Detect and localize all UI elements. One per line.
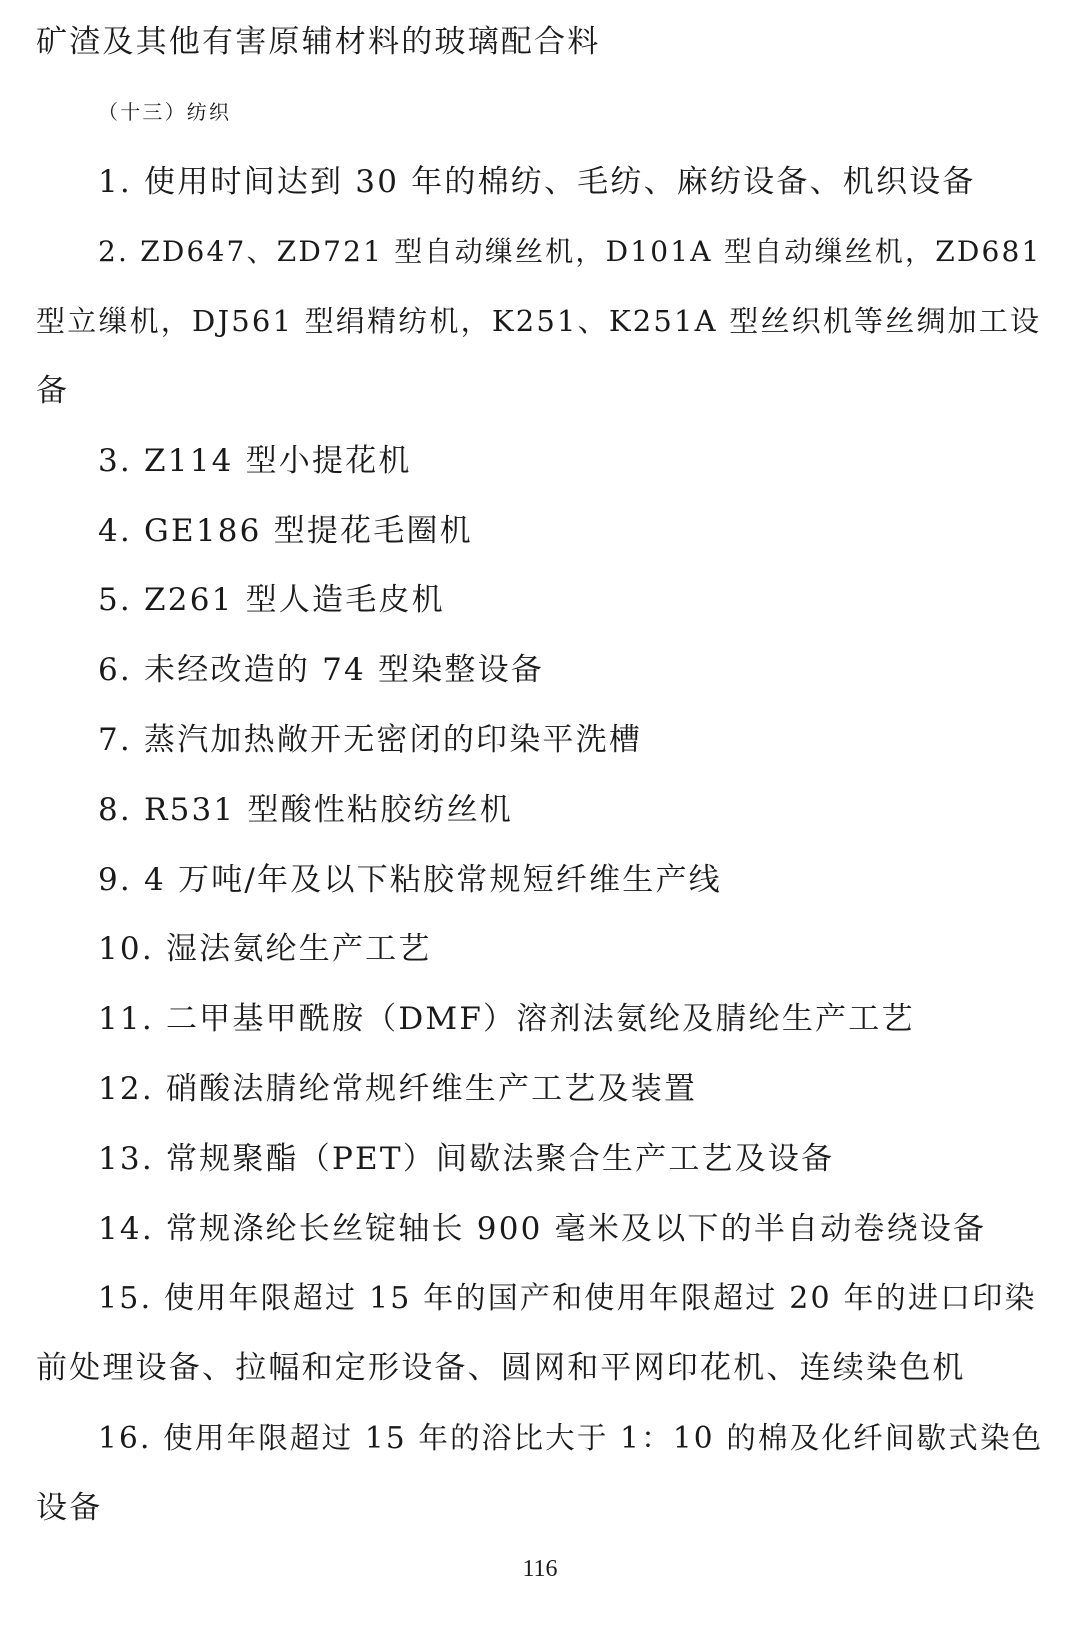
list-item-4: 4. GE186 型提花毛圈机 (98, 512, 473, 549)
page-number: 116 (522, 1556, 558, 1582)
list-item-7: 7. 蒸汽加热敞开无密闭的印染平洗槽 (98, 721, 643, 758)
section-heading: （十三）纺织 (98, 99, 232, 124)
list-item-5: 5. Z261 型人造毛皮机 (98, 582, 445, 619)
list-item-2: 2. ZD647、ZD721 型自动缫丝机，D101A 型自动缫丝机，ZD681 (98, 235, 1042, 269)
list-item-15-continuation: 前处理设备、拉幅和定形设备、圆网和平网印花机、连续染色机 (36, 1350, 966, 1387)
text-line-continuation: 矿渣及其他有害原辅材料的玻璃配合料 (36, 24, 601, 60)
list-item-6: 6. 未经改造的 74 型染整设备 (98, 652, 544, 689)
list-item-16: 16. 使用年限超过 15 年的浴比大于 1：10 的棉及化纤间歇式染色 (98, 1420, 1044, 1455)
list-item-15: 15. 使用年限超过 15 年的国产和使用年限超过 20 年的进口印染 (98, 1281, 1037, 1317)
list-item-10: 10. 湿法氨纶生产工艺 (98, 931, 432, 968)
list-item-3: 3. Z114 型小提花机 (98, 442, 412, 479)
list-item-9: 9. 4 万吨/年及以下粘胶常规短纤维生产线 (98, 861, 722, 898)
list-item-2-continuation-end: 备 (36, 372, 70, 409)
list-item-12: 12. 硝酸法腈纶常规纤维生产工艺及装置 (98, 1070, 698, 1107)
list-item-16-continuation: 设备 (36, 1489, 103, 1526)
list-item-2-continuation: 型立缫机，DJ561 型绢精纺机，K251、K251A 型丝织机等丝绸加工设 (36, 304, 1042, 339)
document-body (36, 8, 1046, 1544)
list-item-8: 8. R531 型酸性粘胶纺丝机 (98, 791, 513, 828)
list-item-11: 11. 二甲基甲酰胺（DMF）溶剂法氨纶及腈纶生产工艺 (98, 1001, 915, 1038)
list-item-14: 14. 常规涤纶长丝锭轴长 900 毫米及以下的半自动卷绕设备 (98, 1210, 987, 1247)
list-item-1: 1. 使用时间达到 30 年的棉纺、毛纺、麻纺设备、机织设备 (98, 163, 976, 200)
list-item-13: 13. 常规聚酯（PET）间歇法聚合生产工艺及设备 (98, 1140, 835, 1177)
